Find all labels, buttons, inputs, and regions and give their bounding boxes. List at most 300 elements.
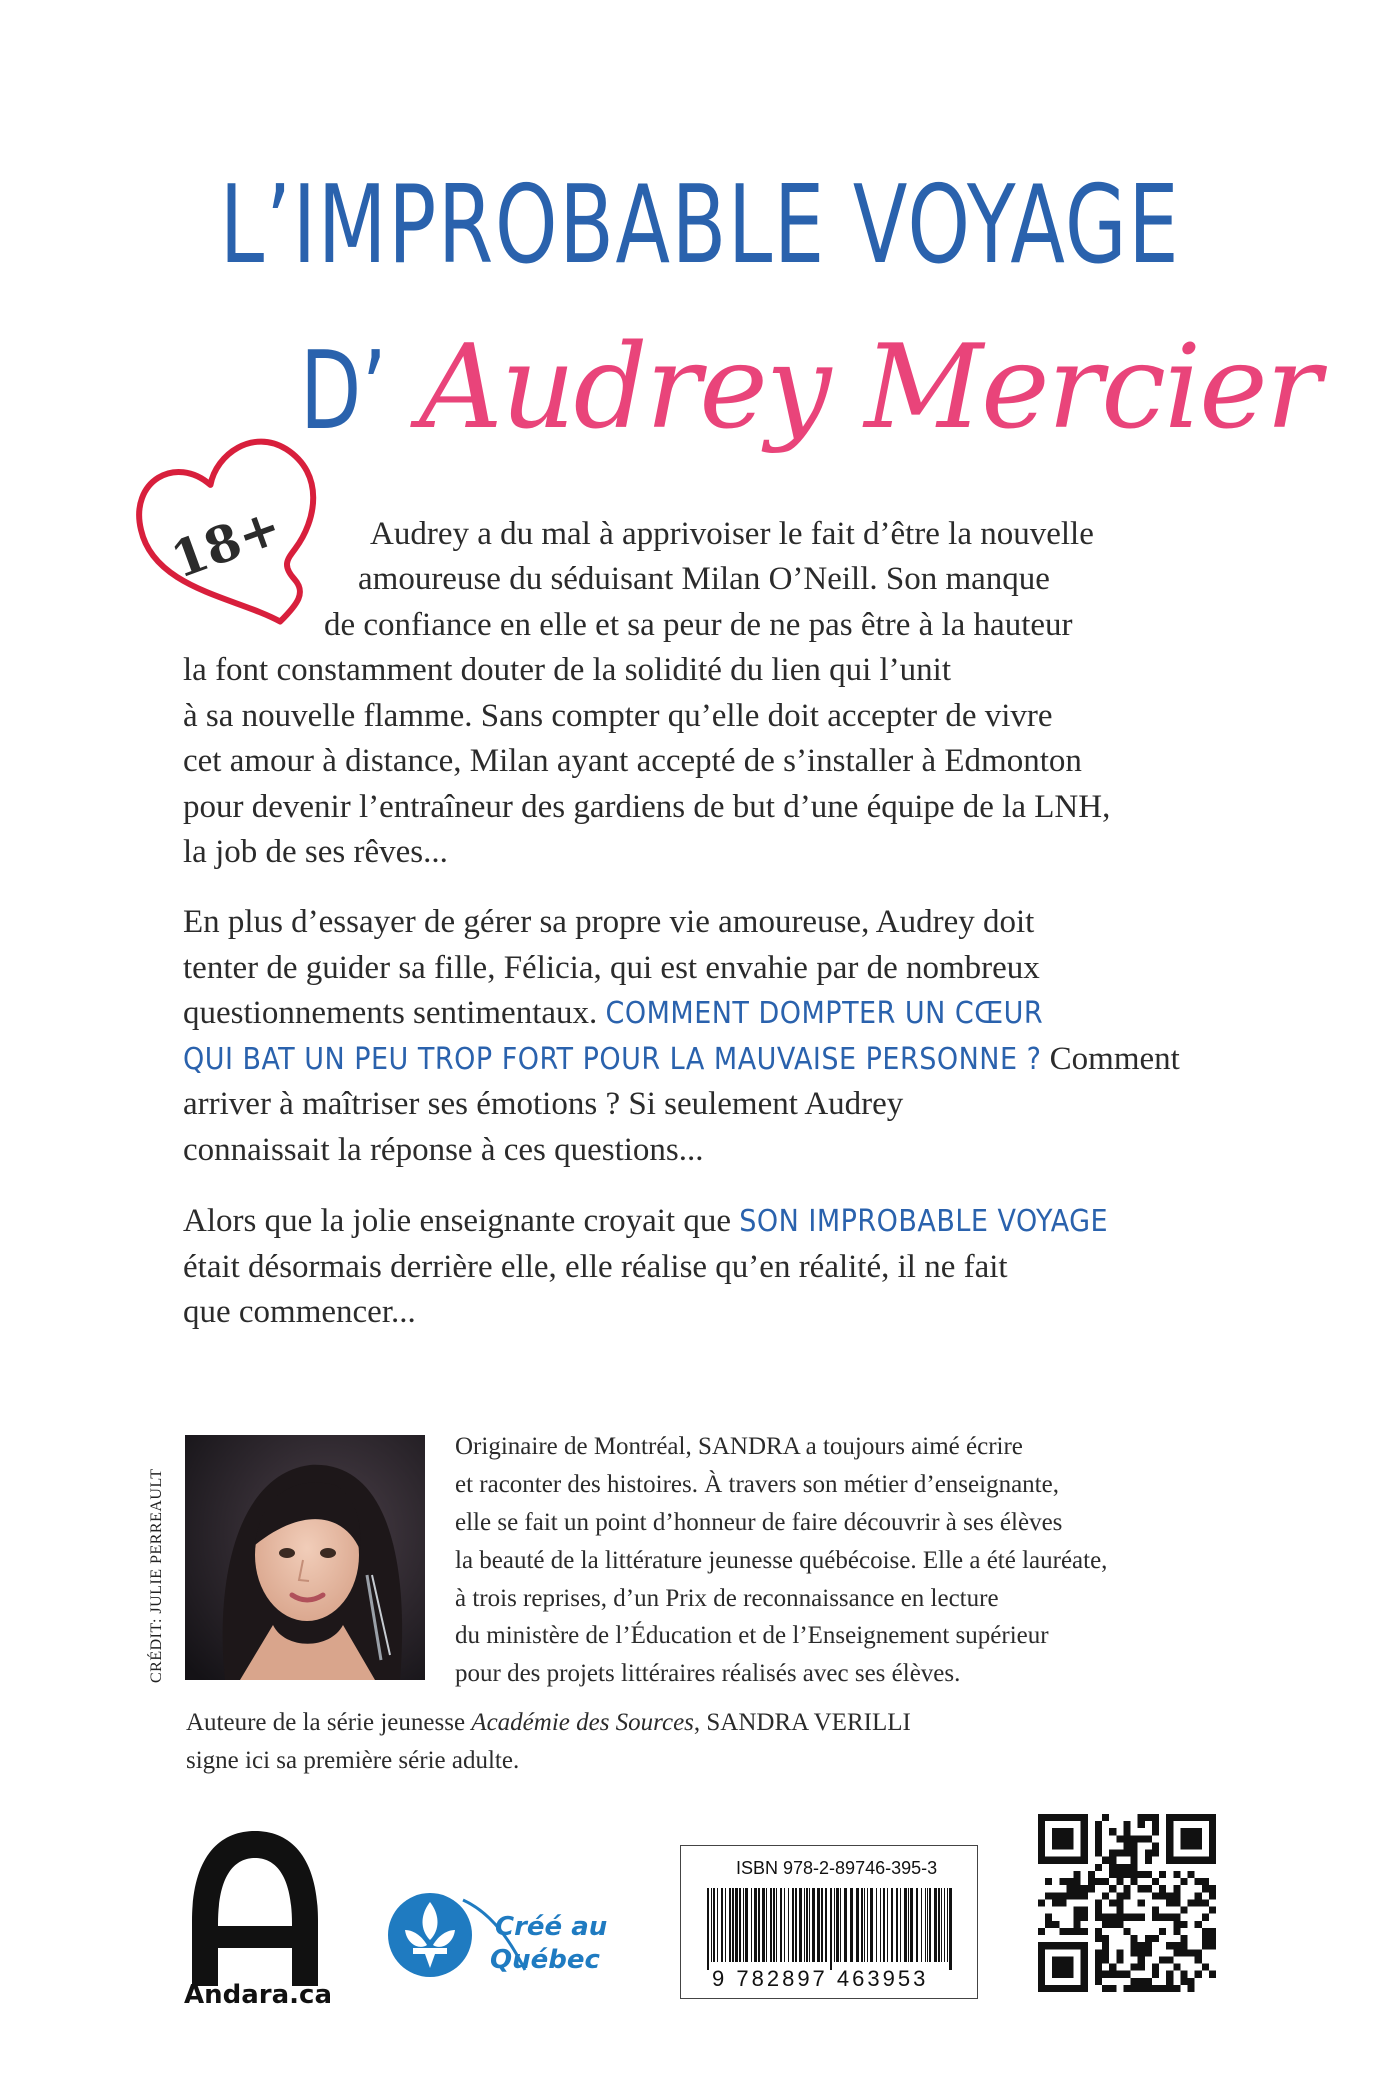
qr-module <box>1074 1871 1081 1878</box>
qr-module <box>1123 1985 1130 1992</box>
qr-module <box>1102 1935 1109 1942</box>
qr-module <box>1202 1899 1209 1906</box>
barcode-bar <box>762 1888 765 1962</box>
qr-module <box>1109 1828 1116 1835</box>
barcode-bar <box>804 1888 805 1962</box>
qr-module <box>1045 1892 1052 1899</box>
qr-module <box>1095 1935 1102 1942</box>
qr-module <box>1074 1914 1081 1921</box>
synopsis-line <box>183 991 1043 1037</box>
barcode-bar <box>910 1888 913 1962</box>
barcode-bar <box>864 1888 865 1962</box>
qr-module <box>1109 1871 1116 1878</box>
qr-module <box>1209 1907 1216 1914</box>
barcode-bar <box>861 1888 863 1962</box>
qr-module <box>1152 1814 1159 1821</box>
qr-module <box>1195 1878 1202 1885</box>
qr-module <box>1102 1942 1109 1949</box>
synopsis-line: à sa nouvelle flamme. Sans compter qu’elle doit accepter de vivre <box>183 698 1053 734</box>
barcode-bar <box>944 1888 945 1962</box>
qr-module <box>1180 1949 1187 1956</box>
qr-module <box>1095 1842 1102 1849</box>
qr-module <box>1173 1921 1180 1928</box>
qr-module <box>1166 1978 1173 1985</box>
barcode-bar <box>784 1888 785 1962</box>
qr-module <box>1138 1956 1145 1963</box>
bio-line: du ministère de l’Éducation et de l’Enseignement supérieur <box>455 1622 1049 1649</box>
barcode-bar <box>821 1888 823 1962</box>
qr-module <box>1166 1892 1173 1899</box>
qr-module <box>1166 1956 1173 1963</box>
qr-module <box>1195 1949 1202 1956</box>
barcode-bar <box>949 1888 952 1970</box>
qr-module <box>1102 1949 1109 1956</box>
barcode-bar <box>900 1888 901 1962</box>
qr-module <box>1131 1871 1138 1878</box>
barcode-bar <box>916 1888 918 1962</box>
qr-module <box>1123 1850 1130 1857</box>
barcode-bar <box>880 1888 881 1962</box>
qr-module <box>1152 1971 1159 1978</box>
qr-module <box>1159 1885 1166 1892</box>
qr-module <box>1109 1899 1116 1906</box>
barcode-bar <box>773 1888 775 1962</box>
qr-module <box>1180 1828 1201 1849</box>
barcode-bar <box>896 1888 898 1962</box>
ean-first-digit: 9 <box>712 1966 728 1991</box>
qr-module <box>1138 1899 1145 1906</box>
qr-module <box>1188 1978 1195 1985</box>
qr-module <box>1052 1828 1073 1849</box>
qr-module <box>1180 1978 1187 1985</box>
qr-module <box>1116 1956 1123 1963</box>
qr-module <box>1116 1921 1123 1928</box>
barcode-bar <box>934 1888 937 1962</box>
barcode-bar <box>758 1888 760 1962</box>
qr-module <box>1138 1949 1145 1956</box>
qr-module <box>1102 1878 1109 1885</box>
qr-module <box>1138 1985 1145 1992</box>
qr-module <box>1159 1892 1166 1899</box>
barcode-bar <box>844 1888 847 1962</box>
title-prefix: D’ <box>300 329 387 454</box>
barcode-bar <box>840 1888 841 1962</box>
synopsis-text: Comment <box>1049 1041 1180 1077</box>
qr-module <box>1109 1850 1116 1857</box>
qr-module <box>1095 1971 1102 1978</box>
highlight-text: SON IMPROBABLE VOYAGE <box>739 1204 1109 1239</box>
qr-module <box>1145 1885 1152 1892</box>
barcode-bar <box>867 1888 868 1962</box>
qr-module <box>1209 1935 1216 1942</box>
qr-module <box>1123 1928 1130 1935</box>
qr-module <box>1102 1857 1109 1864</box>
qr-module <box>1066 1878 1073 1885</box>
qr-module <box>1173 1928 1180 1935</box>
barcode-bar <box>876 1888 877 1962</box>
qr-module <box>1145 1871 1152 1878</box>
barcode-bar <box>751 1888 752 1962</box>
age-badge: 18+ <box>163 496 289 590</box>
qr-module <box>1116 1949 1123 1956</box>
qr-module <box>1138 1821 1145 1828</box>
qr-module <box>1095 1907 1102 1914</box>
qr-module <box>1116 1914 1123 1921</box>
qr-module <box>1109 1985 1116 1992</box>
barcode-bar <box>927 1888 928 1962</box>
barcode-bar <box>834 1888 835 1962</box>
qr-module <box>1166 1985 1173 1992</box>
qr-module <box>1173 1949 1180 1956</box>
qr-module <box>1180 1921 1187 1928</box>
synopsis-line: arriver à maîtriser ses émotions ? Si seulement Audrey <box>183 1086 904 1122</box>
qr-module <box>1095 1864 1102 1871</box>
qr-module <box>1081 1907 1088 1914</box>
qr-module <box>1195 1921 1202 1928</box>
qr-module <box>1123 1914 1130 1921</box>
qr-module <box>1131 1878 1138 1885</box>
qr-module <box>1052 1892 1059 1899</box>
qr-module <box>1202 1928 1209 1935</box>
qr-module <box>1123 1885 1130 1892</box>
quebec-line1: Créé au <box>495 1912 608 1942</box>
qr-module <box>1074 1892 1081 1899</box>
qr-module <box>1195 1899 1202 1906</box>
qr-module <box>1131 1942 1138 1949</box>
qr-module <box>1195 1971 1202 1978</box>
series-prefix: Auteure de la série jeunesse <box>186 1709 466 1736</box>
qr-module <box>1109 1864 1116 1871</box>
qr-module <box>1209 1885 1216 1892</box>
barcode-bar <box>754 1888 757 1962</box>
synopsis-line: la job de ses rêves... <box>183 834 448 870</box>
qr-module <box>1173 1964 1180 1971</box>
qr-module <box>1145 1935 1152 1942</box>
qr-module <box>1109 1921 1116 1928</box>
barcode-bar <box>745 1888 748 1962</box>
qr-module <box>1180 1942 1187 1949</box>
qr-module <box>1095 1899 1102 1906</box>
qr-module <box>1131 1835 1138 1842</box>
barcode-bar <box>795 1888 797 1962</box>
bio-line: la beauté de la littérature jeunesse québécoise. Elle a été lauréate, <box>455 1547 1108 1574</box>
qr-module <box>1145 1835 1152 1842</box>
synopsis-line: de confiance en elle et sa peur de ne pas être à la hauteur <box>324 607 1073 643</box>
qr-module <box>1152 1985 1159 1992</box>
qr-module <box>1152 1914 1159 1921</box>
barcode-bar <box>711 1888 712 1962</box>
qr-module <box>1095 1835 1102 1842</box>
qr-module <box>1045 1878 1052 1885</box>
qr-module <box>1095 1828 1102 1835</box>
qr-module <box>1131 1857 1138 1864</box>
qr-module <box>1173 1885 1180 1892</box>
barcode-bar <box>729 1888 731 1962</box>
qr-module <box>1116 1835 1123 1842</box>
barcode-bar <box>887 1888 888 1962</box>
qr-module <box>1116 1907 1123 1914</box>
synopsis-line: que commencer... <box>183 1294 416 1330</box>
qr-module <box>1038 1899 1045 1906</box>
synopsis-text: Alors que la jolie enseignante croyait que <box>183 1203 731 1239</box>
synopsis-line <box>183 1037 1180 1083</box>
qr-module <box>1173 1942 1180 1949</box>
qr-module <box>1138 1914 1145 1921</box>
barcode-bar <box>788 1888 789 1962</box>
series-suffix: , SANDRA VERILLI <box>693 1709 911 1736</box>
photo-credit <box>140 1433 180 1683</box>
synopsis-line: la font constamment douter de la solidité du lien qui l’unit <box>183 652 952 688</box>
barcode-bar <box>941 1888 942 1962</box>
qr-module <box>1159 1871 1166 1878</box>
qr-module <box>1095 1964 1102 1971</box>
barcode-bar <box>856 1888 859 1962</box>
qr-module <box>1123 1892 1130 1899</box>
barcode-bar <box>883 1888 885 1962</box>
qr-module <box>1180 1971 1187 1978</box>
qr-module <box>1138 1814 1145 1821</box>
qr-module <box>1095 1878 1102 1885</box>
qr-module <box>1059 1878 1066 1885</box>
qr-module <box>1138 1885 1145 1892</box>
qr-module <box>1116 1971 1123 1978</box>
qr-module <box>1145 1985 1152 1992</box>
barcode-bar <box>904 1888 907 1962</box>
qr-module <box>1081 1885 1088 1892</box>
qr-module <box>1074 1885 1081 1892</box>
qr-module <box>1152 1828 1159 1835</box>
qr-module <box>1202 1878 1209 1885</box>
qr-module <box>1131 1864 1138 1871</box>
barcode-bar <box>921 1888 922 1962</box>
qr-module <box>1066 1892 1073 1899</box>
qr-module <box>1180 1935 1187 1942</box>
barcode-bar <box>836 1888 839 1962</box>
qr-module <box>1123 1828 1130 1835</box>
qr-module <box>1145 1857 1152 1864</box>
bio-line: et raconter des histoires. À travers son métier d’enseignante, <box>455 1471 1059 1498</box>
bio-line: signe ici sa première série adulte. <box>186 1747 520 1774</box>
qr-module <box>1038 1928 1045 1935</box>
qr-module <box>1202 1964 1209 1971</box>
qr-module <box>1116 1878 1123 1885</box>
synopsis-line: était désormais derrière elle, elle réalise qu’en réalité, il ne fait <box>183 1249 1008 1285</box>
qr-module <box>1074 1921 1081 1928</box>
qr-module <box>1059 1928 1066 1935</box>
qr-module <box>1095 1850 1102 1857</box>
qr-module <box>1045 1914 1052 1921</box>
barcode-bar <box>850 1888 853 1962</box>
synopsis-line: amoureuse du séduisant Milan O’Neill. Son manque <box>358 561 1050 597</box>
qr-module <box>1088 1878 1095 1885</box>
qr-module <box>1074 1907 1081 1914</box>
qr-module <box>1188 1871 1195 1878</box>
barcode-bar <box>929 1888 931 1962</box>
qr-module <box>1081 1892 1088 1899</box>
barcode-bar <box>721 1888 723 1962</box>
qr-module <box>1102 1814 1109 1821</box>
qr-module <box>1145 1942 1152 1949</box>
barcode-bar <box>809 1888 810 1962</box>
qr-module <box>1109 1964 1116 1971</box>
qr-module <box>1116 1899 1123 1906</box>
barcode-bar <box>739 1888 741 1962</box>
barcode-bar <box>735 1888 738 1962</box>
qr-module <box>1145 1949 1152 1956</box>
qr-module <box>1209 1892 1216 1899</box>
qr-module <box>1102 1914 1109 1921</box>
qr-code-icon <box>1038 1814 1216 1992</box>
synopsis-text: questionnements sentimentaux. <box>183 995 598 1031</box>
qr-module <box>1202 1942 1209 1949</box>
barcode-bar <box>743 1888 744 1962</box>
qr-module <box>1074 1878 1081 1885</box>
synopsis-line: Audrey a du mal à apprivoiser le fait d’être la nouvelle <box>370 516 1094 552</box>
qr-module <box>1102 1892 1109 1899</box>
qr-module <box>1074 1928 1081 1935</box>
qr-module <box>1173 1985 1180 1992</box>
qr-module <box>1045 1921 1052 1928</box>
qr-module <box>1180 1878 1187 1885</box>
synopsis-line: pour devenir l’entraîneur des gardiens de but d’une équipe de la LNH, <box>183 789 1111 825</box>
qr-module <box>1173 1892 1180 1899</box>
qr-module <box>1188 1899 1195 1906</box>
qr-module <box>1209 1942 1216 1949</box>
barcode-bar <box>908 1888 909 1962</box>
barcode-bar <box>830 1888 832 1970</box>
barcode-bar <box>806 1888 808 1962</box>
highlight-text: COMMENT DOMPTER UN CŒUR <box>605 996 1044 1031</box>
qr-module <box>1123 1871 1130 1878</box>
qr-module <box>1188 1985 1195 1992</box>
barcode-bar <box>776 1888 777 1962</box>
qr-module <box>1159 1914 1166 1921</box>
qr-module <box>1131 1914 1138 1921</box>
qr-module <box>1152 1878 1159 1885</box>
barcode-bar <box>825 1888 827 1962</box>
qr-module <box>1059 1892 1066 1899</box>
publisher-name: Andara.ca <box>184 1980 332 2010</box>
qr-module <box>1123 1864 1130 1871</box>
qr-module <box>1052 1921 1059 1928</box>
qr-module <box>1152 1935 1159 1942</box>
qr-module <box>1123 1971 1130 1978</box>
qr-module <box>1131 1949 1138 1956</box>
ean-number <box>712 1966 928 1992</box>
synopsis-line: En plus d’essayer de gérer sa propre vie amoureuse, Audrey doit <box>183 904 1035 940</box>
series-title: Académie des Sources <box>471 1709 694 1736</box>
qr-module <box>1173 1871 1180 1878</box>
qr-module <box>1095 1821 1102 1828</box>
qr-module <box>1102 1921 1109 1928</box>
barcode-bar <box>792 1888 794 1962</box>
qr-module <box>1202 1914 1209 1921</box>
barcode-bar <box>812 1888 815 1962</box>
barcode-bar <box>707 1888 709 1970</box>
qr-module <box>1138 1835 1145 1842</box>
isbn-label: ISBN 978-2-89746-395-3 <box>736 1858 938 1878</box>
qr-module <box>1095 1956 1102 1963</box>
synopsis-line <box>183 1199 1108 1245</box>
qr-module <box>1159 1928 1166 1935</box>
barcode-bar <box>766 1888 767 1962</box>
qr-module <box>1109 1971 1116 1978</box>
qr-module <box>1145 1978 1152 1985</box>
title-name: Audrey Mercier <box>419 320 1320 455</box>
qr-module <box>1052 1899 1059 1906</box>
qr-module <box>1159 1956 1166 1963</box>
qr-module <box>1173 1914 1180 1921</box>
bio-line: pour des projets littéraires réalisés avec ses élèves. <box>455 1660 961 1687</box>
qr-module <box>1131 1842 1138 1849</box>
synopsis-line: cet amour à distance, Milan ayant accepté de s’installer à Edmonton <box>183 743 1082 779</box>
qr-module <box>1159 1985 1166 1992</box>
author-photo <box>185 1435 425 1680</box>
qr-module <box>1138 1964 1145 1971</box>
qr-module <box>1138 1942 1145 1949</box>
barcode-bar <box>717 1888 718 1962</box>
barcode-bar <box>780 1888 782 1962</box>
qr-module <box>1123 1835 1130 1842</box>
barcode-bar <box>817 1888 820 1962</box>
quebec-line2: Québec <box>490 1945 600 1975</box>
qr-module <box>1131 1978 1138 1985</box>
qr-module <box>1116 1864 1123 1871</box>
qr-module <box>1152 1892 1159 1899</box>
barcode-bar <box>938 1888 940 1962</box>
qr-module <box>1109 1857 1116 1864</box>
qr-module <box>1052 1956 1073 1977</box>
qr-module <box>1152 1821 1159 1828</box>
qr-module <box>1123 1842 1130 1849</box>
qr-module <box>1131 1985 1138 1992</box>
qr-module <box>1109 1885 1116 1892</box>
barcode-bar <box>925 1888 926 1962</box>
qr-module <box>1195 1892 1202 1899</box>
bio-line: elle se fait un point d’honneur de faire découvrir à ses élèves <box>455 1509 1063 1536</box>
book-title-line1: L’IMPROBABLE VOYAGE <box>219 163 1181 288</box>
qr-module <box>1066 1928 1073 1935</box>
qr-module <box>1116 1871 1123 1878</box>
qr-module <box>1081 1914 1088 1921</box>
barcode-bar <box>947 1888 948 1962</box>
ean-digits: 782897 463953 <box>736 1966 929 1991</box>
barcode-bar <box>870 1888 873 1962</box>
qr-module <box>1116 1850 1123 1857</box>
qr-module <box>1145 1814 1152 1821</box>
qr-module <box>1152 1964 1159 1971</box>
qr-module <box>1059 1899 1066 1906</box>
qr-module <box>1202 1885 1209 1892</box>
qr-module <box>1138 1871 1145 1878</box>
qr-module <box>1202 1935 1209 1942</box>
barcode-bar <box>891 1888 893 1962</box>
synopsis-line: tenter de guider sa fille, Félicia, qui est envahie par de nombreux <box>183 950 1040 986</box>
photo-credit-text: CRÉDIT: JULIE PERREAULT <box>148 1468 165 1683</box>
synopsis-line: connaissait la réponse à ces questions... <box>183 1132 704 1168</box>
qr-module <box>1088 1871 1095 1878</box>
bio-line: Originaire de Montréal, SANDRA a toujours aimé écrire <box>455 1433 1023 1460</box>
qr-module <box>1131 1850 1138 1857</box>
qr-module <box>1066 1885 1073 1892</box>
qr-module <box>1188 1949 1195 1956</box>
quebec-logo-icon <box>385 1890 625 1980</box>
book-title-line2 <box>300 296 1320 455</box>
qr-module <box>1088 1885 1095 1892</box>
qr-module <box>1116 1892 1123 1899</box>
qr-module <box>1095 1978 1102 1985</box>
qr-module <box>1138 1978 1145 1985</box>
